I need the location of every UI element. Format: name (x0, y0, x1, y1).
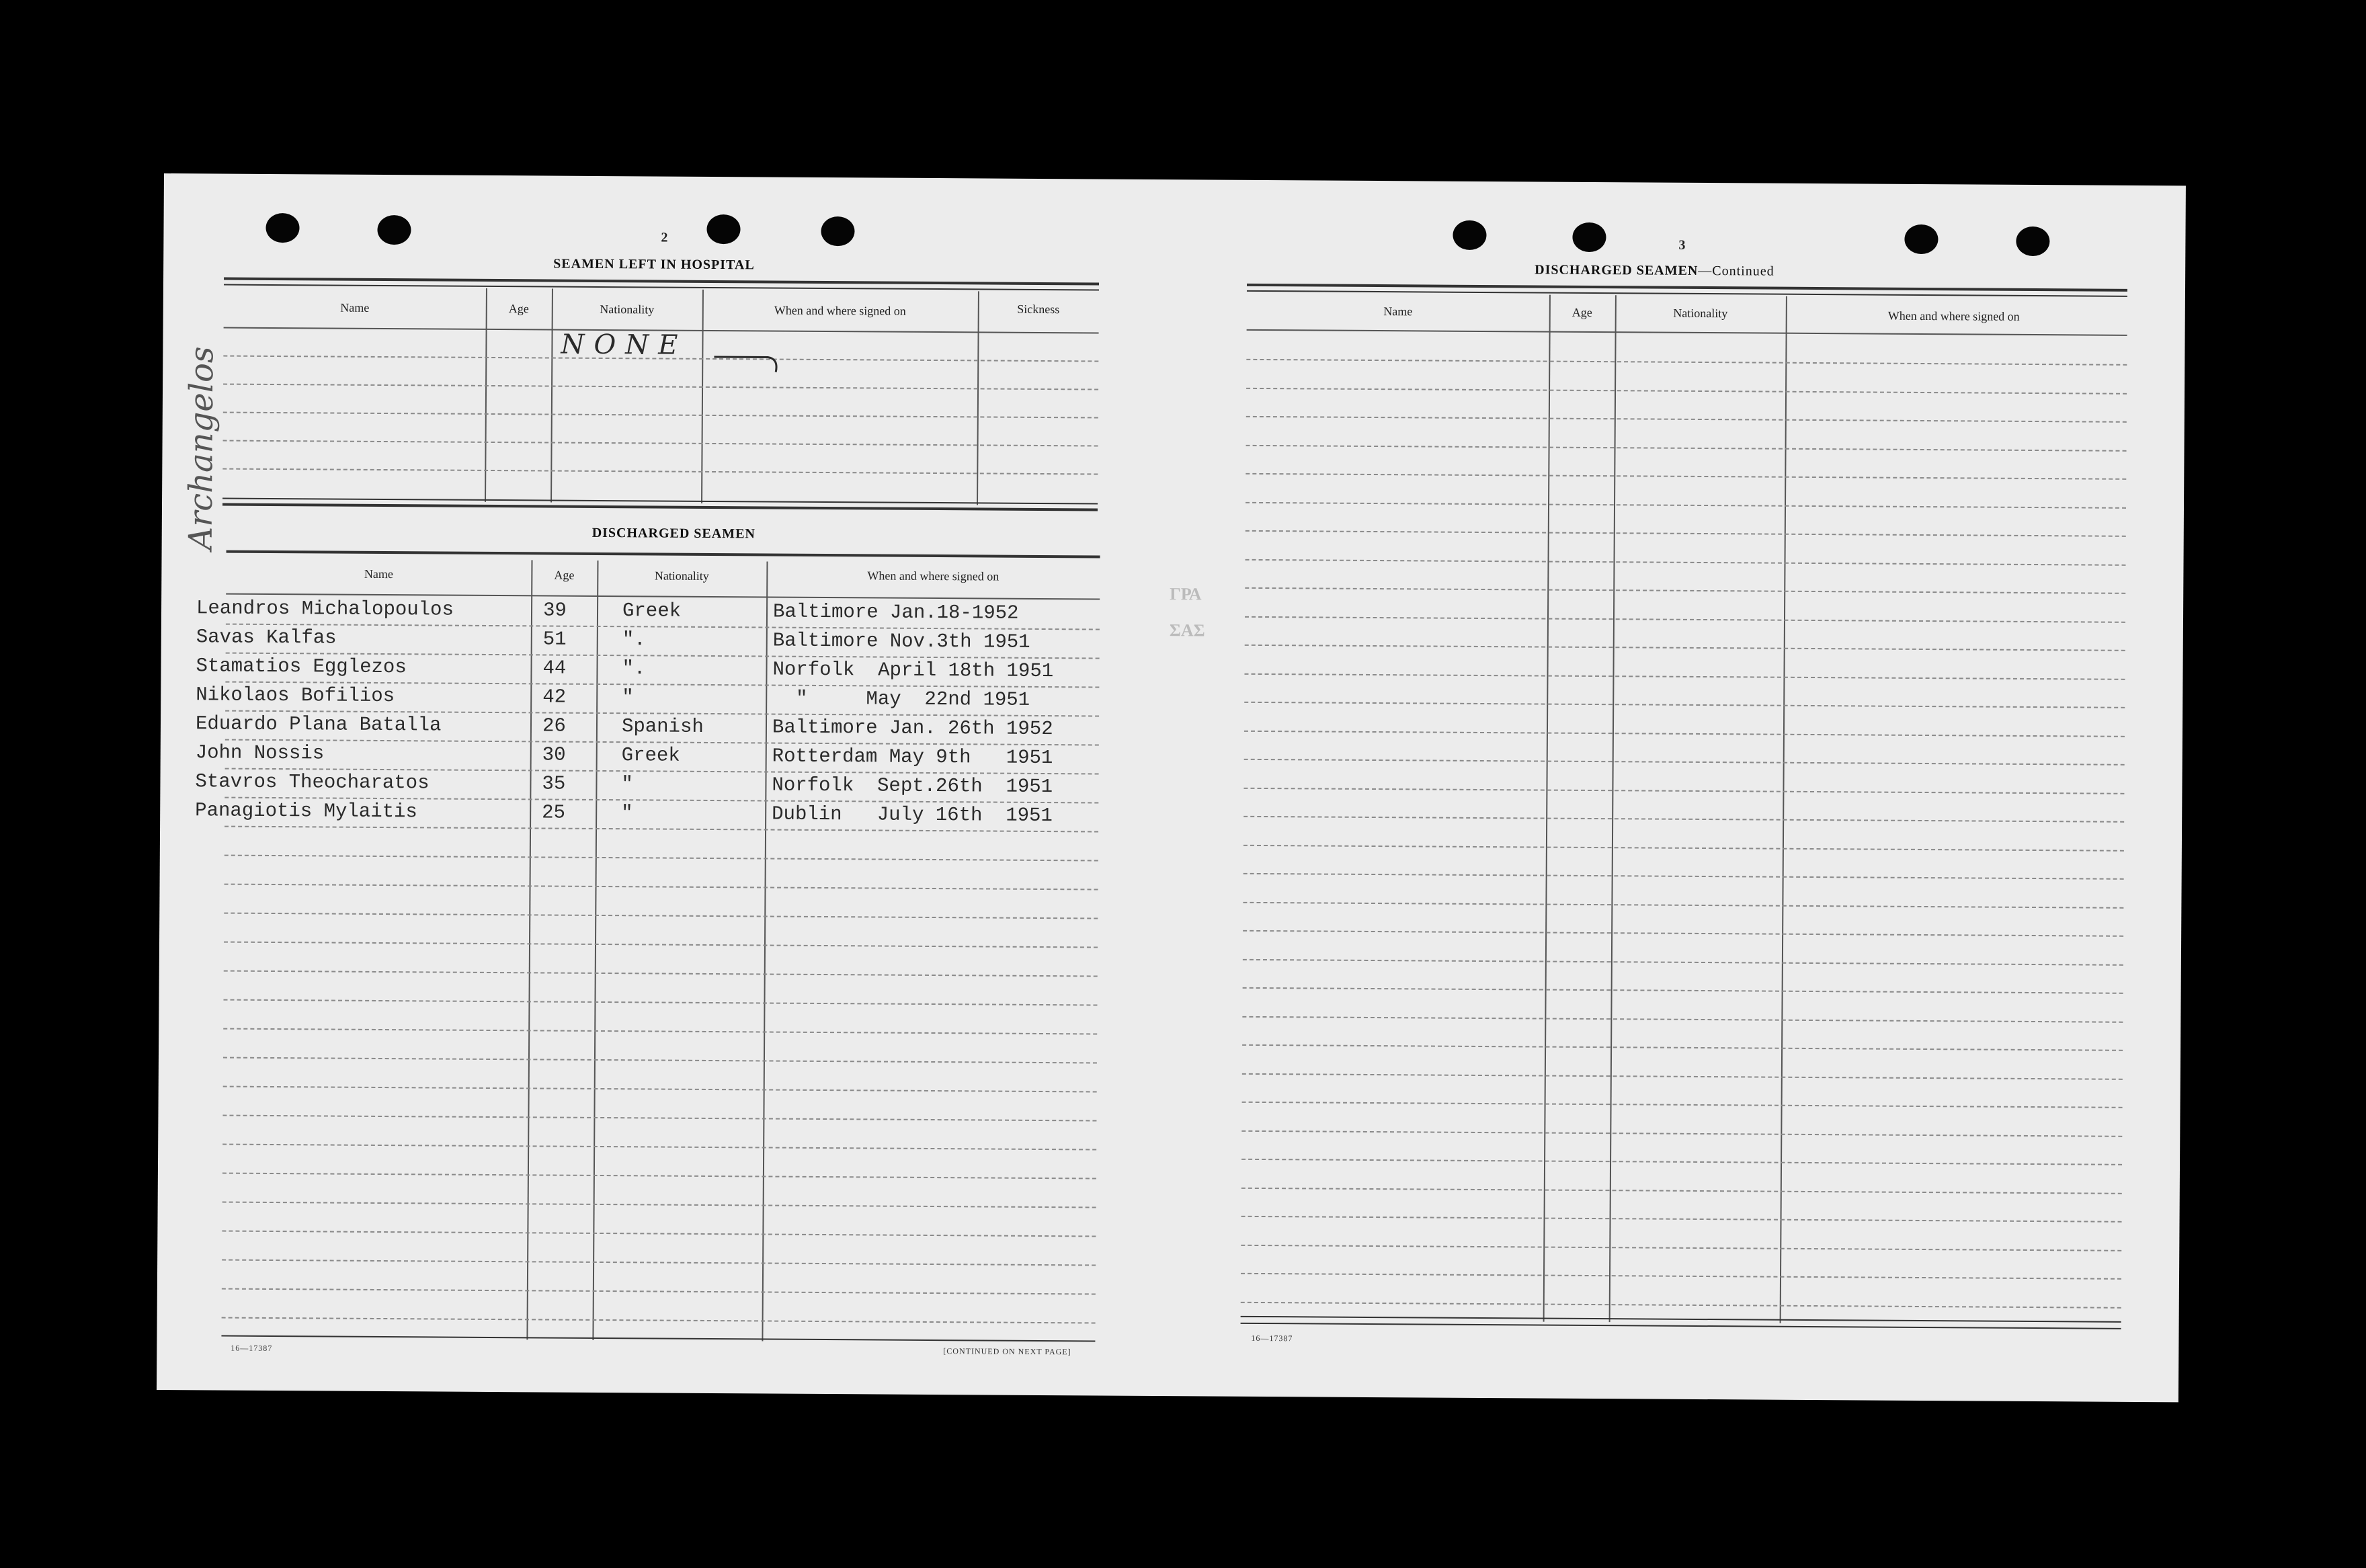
row-line (1246, 359, 2127, 366)
right-header-age: Age (1572, 305, 1592, 319)
row-line (1246, 416, 2127, 423)
seaman-age: 30 (542, 743, 566, 766)
row-line (1246, 445, 2127, 452)
row-line (1243, 930, 2123, 937)
seaman-signed-on: Norfolk April 18th 1951 (772, 658, 1054, 683)
seaman-nationality: " (622, 686, 634, 709)
seaman-name: John Nossis (195, 741, 325, 765)
row-line (1243, 987, 2123, 994)
row-line (1246, 530, 2126, 537)
seaman-age: 44 (542, 657, 567, 679)
hospital-header-nationality: Nationality (600, 302, 655, 317)
seaman-nationality: Spanish (621, 715, 704, 738)
seaman-signed-on: Rotterdam May 9th 1951 (772, 745, 1053, 770)
row-line (222, 1288, 1096, 1295)
seaman-age: 42 (542, 686, 567, 708)
row-line (1246, 388, 2127, 395)
row-line (222, 1173, 1096, 1180)
right-blank-rows (164, 173, 2186, 185)
row-line (1242, 1073, 2123, 1080)
seaman-name: Stamatios Egglezos (196, 655, 407, 679)
hospital-section-title: SEAMEN LEFT IN HOSPITAL (553, 256, 755, 273)
seaman-name: Panagiotis Mylaitis (195, 799, 417, 823)
row-line (1243, 816, 2124, 823)
seaman-age: 26 (542, 714, 566, 737)
left-form-number: 16—17387 (231, 1343, 273, 1354)
seaman-signed-on: Dublin July 16th 1951 (772, 802, 1053, 827)
seaman-nationality: " (621, 802, 633, 825)
seaman-signed-on: " May 22nd 1951 (772, 687, 1030, 711)
row-line (222, 1260, 1096, 1266)
row-line (223, 1086, 1097, 1093)
row-line (1244, 731, 2125, 737)
right-page-number: 3 (1678, 237, 1686, 253)
row-line (222, 1202, 1096, 1208)
seaman-nationality: " (621, 773, 633, 796)
row-line (1246, 502, 2126, 509)
seaman-nationality: Greek (621, 744, 680, 767)
row-line (1241, 1216, 2122, 1223)
seaman-signed-on: Baltimore Jan. 26th 1952 (772, 716, 1053, 741)
row-line (224, 942, 1098, 948)
seaman-name: Eduardo Plana Batalla (195, 712, 442, 737)
seaman-nationality: Greek (622, 600, 682, 622)
row-line (222, 1231, 1096, 1237)
row-line (1246, 473, 2126, 480)
right-form-number: 16—17387 (1251, 1333, 1293, 1344)
hospital-header-age: Age (508, 302, 529, 316)
seaman-age: 25 (542, 801, 566, 824)
row-line (1244, 673, 2125, 680)
row-line (1241, 1302, 2121, 1309)
row-line (223, 1057, 1097, 1064)
row-line (1243, 788, 2124, 794)
seaman-signed-on: Baltimore Nov.3th 1951 (772, 629, 1030, 653)
row-line (1241, 1130, 2122, 1137)
seaman-age: 39 (542, 599, 567, 622)
punch-hole-icon (266, 213, 299, 243)
seaman-age: 51 (542, 628, 567, 651)
discharged-header-name: Name (364, 567, 393, 581)
row-line (1245, 587, 2125, 594)
left-page-number: 2 (661, 230, 668, 245)
row-line (222, 1317, 1096, 1324)
seaman-name: Nikolaos Bofilios (196, 684, 395, 708)
row-line (1242, 1016, 2123, 1023)
hospital-none-entry: NONE (561, 329, 688, 361)
row-line (224, 971, 1098, 977)
row-line (1243, 873, 2124, 880)
discharged-header-age: Age (554, 568, 575, 582)
right-header-nationality: Nationality (1673, 306, 1728, 321)
row-line (226, 624, 1100, 630)
right-header-signed-on: When and where signed on (1887, 308, 2020, 323)
hospital-top-rule (224, 278, 1099, 286)
faint-stamp: ΓΡΑ (1170, 584, 1202, 604)
hospital-header-name: Name (340, 300, 370, 315)
seaman-name: Savas Kalfas (196, 626, 337, 649)
row-line (224, 913, 1098, 919)
row-line (222, 1144, 1096, 1151)
faint-stamp: ΣΑΣ (1169, 620, 1205, 641)
seaman-age: 35 (542, 772, 566, 795)
row-line (225, 826, 1098, 833)
punch-hole-icon (377, 215, 411, 245)
discharged-header-nationality: Nationality (654, 569, 709, 583)
continued-note: [CONTINUED ON NEXT PAGE] (943, 1346, 1071, 1357)
underline-stroke (714, 353, 794, 380)
punch-hole-icon (706, 214, 740, 244)
punch-hole-icon (2016, 226, 2049, 256)
row-line (1243, 845, 2124, 852)
punch-hole-icon (1904, 224, 1938, 254)
seaman-name: Stavros Theocharatos (195, 770, 430, 794)
row-line (1244, 702, 2125, 708)
row-line (223, 1028, 1097, 1035)
row-line (1241, 1245, 2121, 1251)
paper-sheet (157, 173, 2186, 1402)
row-line (1243, 902, 2123, 909)
row-line (1241, 1188, 2122, 1194)
hospital-header-sickness: Sickness (1017, 302, 1060, 317)
row-line (1245, 616, 2125, 623)
hospital-header-signed-on: When and where signed on (774, 303, 906, 318)
row-line (1241, 1273, 2121, 1280)
seaman-signed-on: Norfolk Sept.26th 1951 (772, 774, 1053, 798)
row-line (222, 1115, 1096, 1122)
right-header-name: Name (1383, 304, 1413, 319)
row-line (1246, 559, 2126, 566)
punch-hole-icon (1572, 222, 1606, 252)
row-line (1244, 759, 2125, 766)
seaman-signed-on: Baltimore Jan.18-1952 (772, 600, 1019, 624)
row-line (1245, 645, 2125, 651)
discharged-header-signed-on: When and where signed on (867, 569, 1000, 583)
seaman-nationality: ". (622, 628, 646, 651)
punch-hole-icon (1453, 220, 1486, 250)
row-line (225, 884, 1098, 891)
row-line (223, 999, 1097, 1006)
row-line (1242, 1102, 2123, 1108)
seaman-name: Leandros Michalopoulos (196, 597, 454, 621)
right-section-title: DISCHARGED SEAMEN—Continued (1535, 262, 1774, 279)
row-line (1241, 1159, 2122, 1165)
margin-signature: Archangelos (181, 346, 221, 550)
row-line (225, 855, 1098, 862)
seaman-nationality: ". (622, 657, 646, 680)
row-line (1242, 1044, 2123, 1051)
punch-hole-icon (821, 216, 854, 246)
discharged-section-title: DISCHARGED SEAMEN (592, 525, 756, 542)
row-line (1243, 959, 2123, 966)
